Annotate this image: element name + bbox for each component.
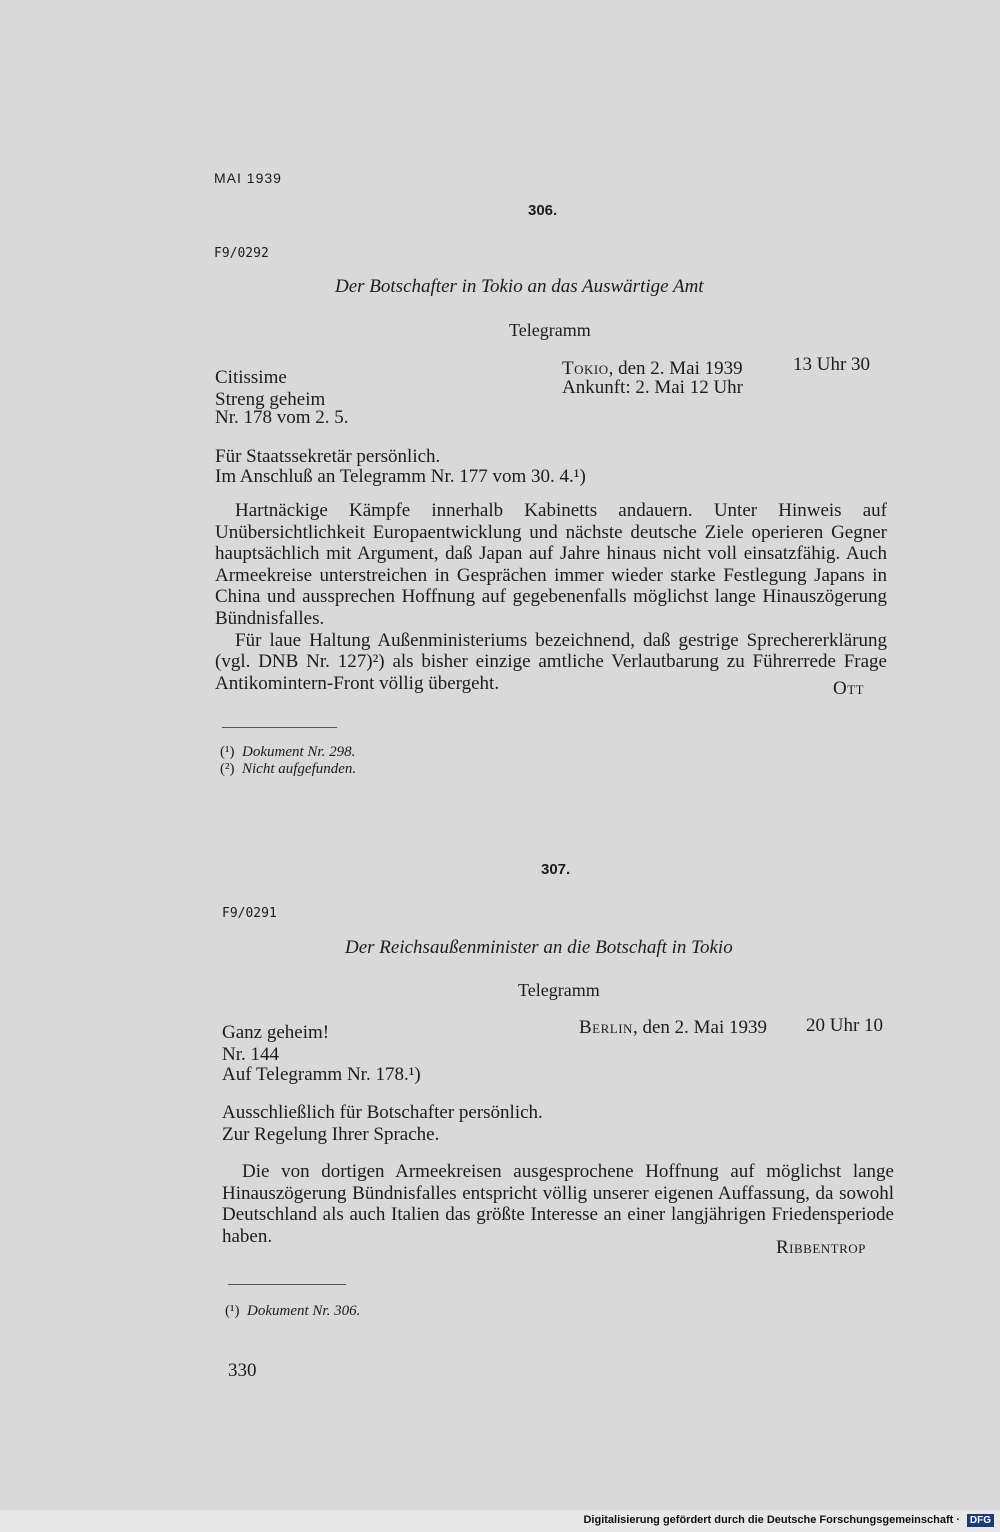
footnote-mark: (¹) bbox=[220, 744, 235, 760]
doc306-film-ref: F9/0292 bbox=[214, 246, 269, 261]
footer-bar bbox=[0, 1510, 1000, 1532]
footnote-text: Nicht aufgefunden. bbox=[242, 761, 357, 777]
doc306-meta-2: Streng geheim bbox=[215, 389, 326, 410]
doc306-footnote-1 bbox=[220, 744, 355, 760]
doc307-address-1: Ausschließlich für Botschafter persönlich. bbox=[222, 1102, 543, 1123]
footnote-mark: (¹) bbox=[225, 1303, 240, 1319]
doc306-title: Der Botschafter in Tokio an das Auswärtige Amt bbox=[335, 276, 704, 297]
doc306-footnote-2 bbox=[220, 761, 356, 777]
doc307-footnote-1 bbox=[225, 1303, 360, 1319]
doc306-address-2: Im Anschluß an Telegramm Nr. 177 vom 30. 4.¹) bbox=[215, 466, 586, 487]
footnote-text: Dokument Nr. 306. bbox=[247, 1303, 361, 1319]
doc306-number: 306. bbox=[528, 202, 558, 219]
doc307-dateline bbox=[579, 1017, 767, 1039]
doc306-address-1: Für Staatssekretär persönlich. bbox=[215, 446, 441, 467]
doc307-meta-1: Ganz geheim! bbox=[222, 1022, 330, 1043]
doc306-paragraph-2: Für laue Haltung Außenministeriums bezeichnend, daß gestrige Sprechererklärung (vgl. DNB Nr. 127)²) als bisher einzige amtliche Verlautbarung zu Führerrede Frage Antikomintern-Front völlig übergeht. bbox=[215, 629, 887, 694]
doc306-meta-1: Citissime bbox=[215, 367, 287, 388]
doc306-signature: Ott bbox=[833, 678, 865, 699]
footer-credit: Digitalisierung gefördert durch die Deutsche Forschungsgemeinschaft · bbox=[583, 1514, 960, 1526]
doc307-type: Telegramm bbox=[518, 980, 600, 1000]
page-number: 330 bbox=[228, 1360, 257, 1381]
doc307-meta-3: Auf Telegramm Nr. 178.¹) bbox=[222, 1064, 421, 1085]
doc307-meta-2: Nr. 144 bbox=[222, 1044, 279, 1065]
running-header-month: MAI 1939 bbox=[214, 170, 282, 186]
doc306-place: Tokio bbox=[562, 358, 609, 379]
doc307-address-2: Zur Regelung Ihrer Sprache. bbox=[222, 1124, 440, 1145]
doc307-place: Berlin bbox=[579, 1017, 633, 1038]
doc306-meta-3: Nr. 178 vom 2. 5. bbox=[215, 407, 349, 428]
doc307-footnote-rule bbox=[228, 1284, 346, 1285]
doc306-footnote-rule bbox=[222, 727, 337, 728]
doc307-film-ref: F9/0291 bbox=[222, 906, 277, 921]
doc306-date: , den 2. Mai 1939 bbox=[608, 358, 743, 379]
doc307-body bbox=[222, 1161, 894, 1247]
doc307-title: Der Reichsaußenminister an die Botschaft in Tokio bbox=[345, 937, 733, 958]
doc306-type: Telegramm bbox=[509, 320, 591, 340]
dfg-logo: DFG bbox=[967, 1514, 994, 1527]
footnote-mark: (²) bbox=[220, 761, 235, 777]
doc306-time: 13 Uhr 30 bbox=[793, 354, 871, 375]
doc306-arrival: Ankunft: 2. Mai 12 Uhr bbox=[562, 377, 744, 398]
doc307-date: , den 2. Mai 1939 bbox=[632, 1017, 767, 1038]
footnote-text: Dokument Nr. 298. bbox=[242, 744, 356, 760]
doc306-paragraph-1: Hartnäckige Kämpfe innerhalb Kabinetts andauern. Unter Hinweis auf Unübersichtlichkeit Europaentwicklung und nächste deutsche Ziele operieren Gegner hauptsächlich mit Argument, daß Japan auf Jahre hinaus nicht voll einsatzfähig. Auch Armeekreise unterstreichen in Gesprächen immer wieder starke Festlegung Japans in China und aussprechen Hoffnung auf gegebenenfalls möglichst lange Hinauszögerung Bündnisfalles. bbox=[215, 500, 887, 629]
doc307-paragraph-1: Die von dortigen Armeekreisen ausgesprochene Hoffnung auf möglichst lange Hinauszögerung Bündnisfalles entspricht völlig unserer eigenen Auffassung, da sowohl Deutschland als auch Italien das größte Interesse an einer langjährigen Friedensperiode haben. bbox=[222, 1161, 894, 1247]
doc307-time: 20 Uhr 10 bbox=[806, 1015, 884, 1036]
doc306-body bbox=[215, 500, 887, 694]
doc307-number: 307. bbox=[541, 861, 571, 878]
doc307-signature: Ribbentrop bbox=[776, 1237, 866, 1258]
